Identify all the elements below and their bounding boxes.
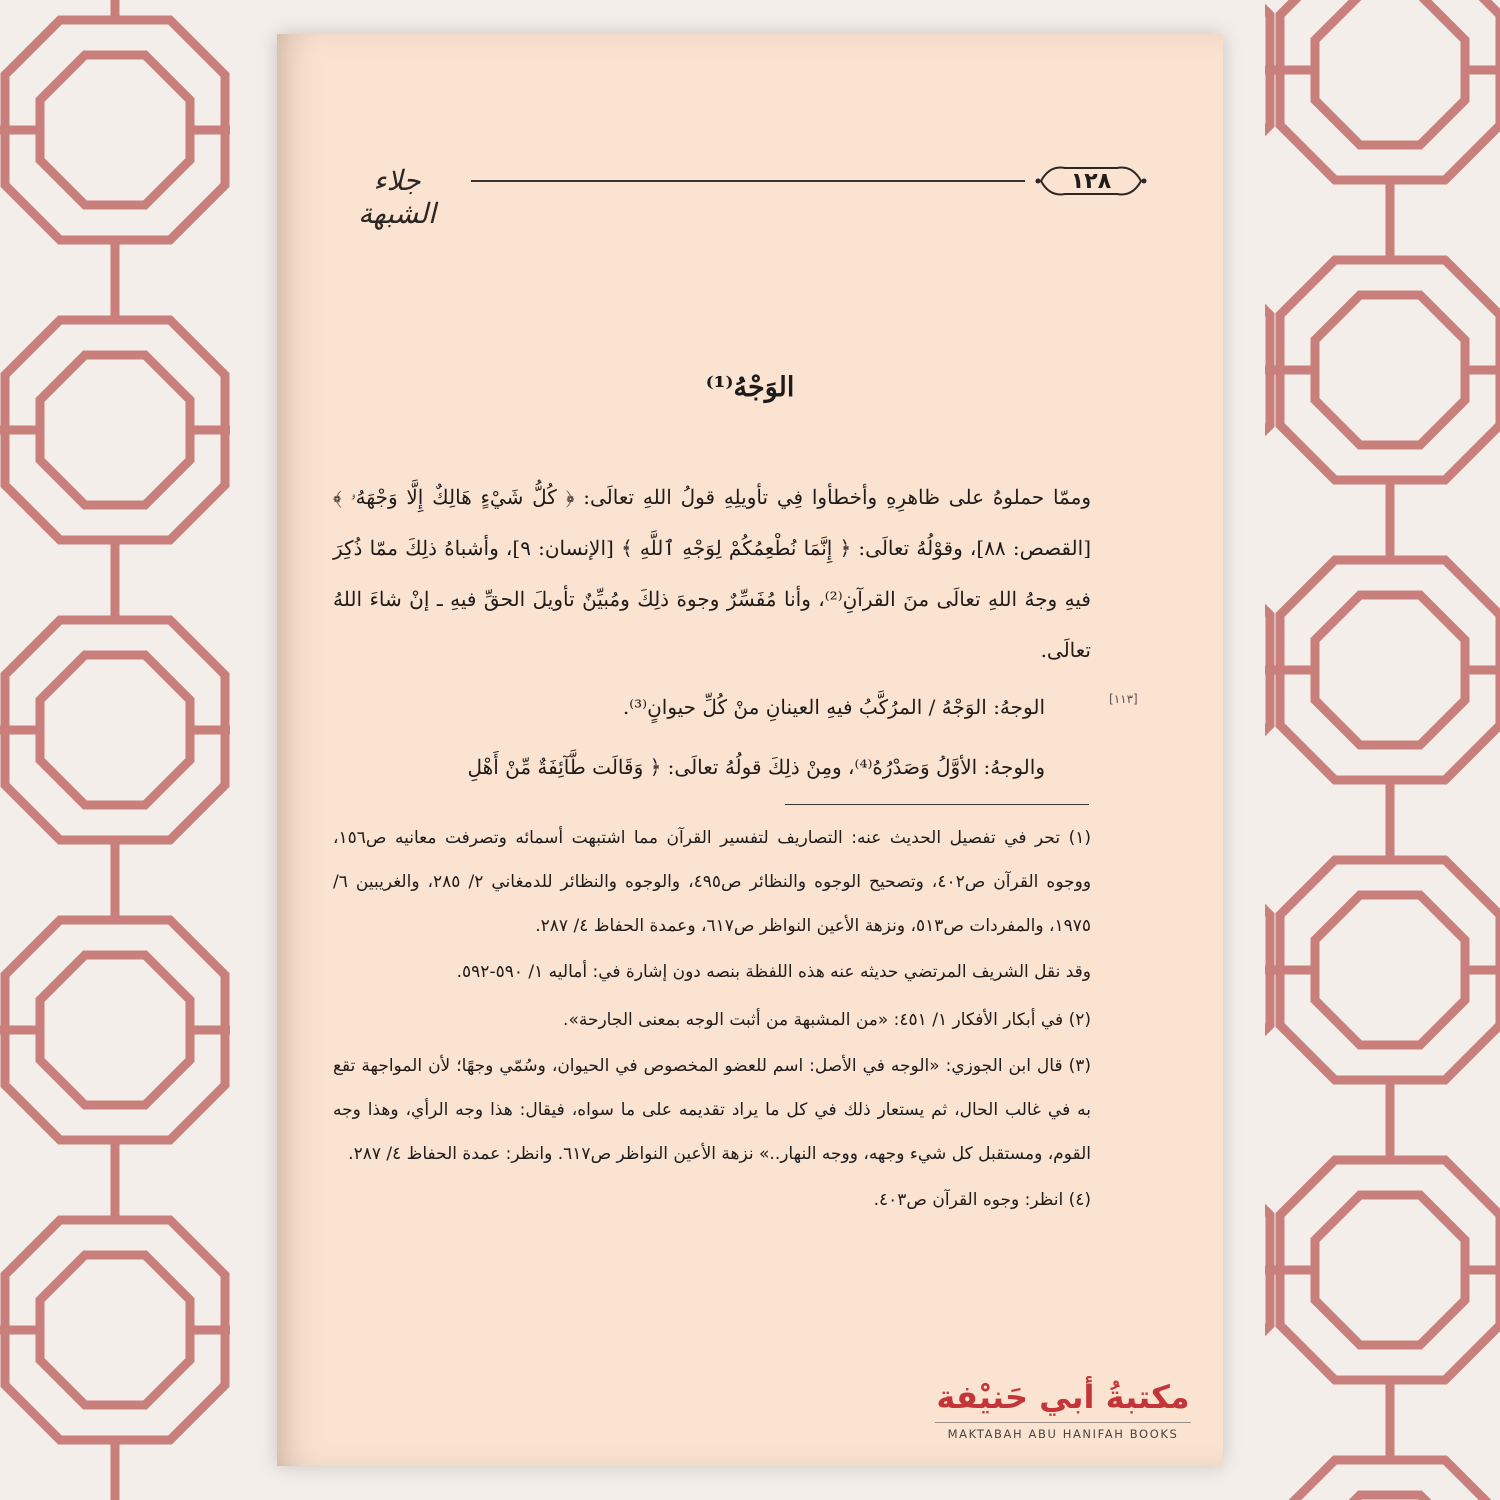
logo-arabic: مكتبةُ أبي حَنيْفة bbox=[936, 1378, 1190, 1416]
margin-reference: [١١٣] bbox=[1109, 692, 1138, 706]
page-number: ١٢٨ bbox=[1070, 168, 1112, 194]
footnote-separator bbox=[785, 804, 1089, 805]
footnote: (١) تحر في تفصيل الحديث عنه: التصاريف لتفسير القرآن مما اشتبهت أسمائه وتصرفت معانيه ص١٥٦، ووجوه القرآن ص٤٠٢، وتصحيح الوجوه والنظائر ص٤٩٥، والوجوه والنظائر للدمغاني ٢/ ٢٨٥، والغريبين ٦/ ١٩٧٥، والمفردات ص٥١٣، ونزهة الأعين النواظر ص٦١٧، وعمدة الحفاظ ٤/ ٢٨٧. bbox=[333, 828, 1092, 936]
publisher-logo bbox=[935, 1378, 1191, 1441]
running-title: جلاء الشبهة bbox=[358, 164, 436, 230]
definition-line: والوجهُ: الأوَّلُ وَصَدْرُهُ⁽⁴⁾، ومِنْ ذلِكَ قولُهُ تعالَى: ﴿ وَقَالَت طَّآئِفَةٌ مِّنْ أَهْلِ bbox=[467, 755, 1045, 779]
logo-divider bbox=[935, 1422, 1191, 1423]
page-header bbox=[329, 162, 1147, 230]
definition-line: الوجهُ: الوَجْهُ / المرُكَّبُ فيهِ العينانِ منْ كُلِّ حيوانٍ⁽³⁾. bbox=[622, 695, 1045, 719]
show-through-text: ⠀ bbox=[1141, 225, 1155, 246]
page-number-ornament bbox=[1035, 162, 1147, 200]
section-title: الوَجْهُ⁽¹⁾ bbox=[705, 372, 795, 403]
footnote: (٣) قال ابن الجوزي: «الوجه في الأصل: اسم للعضو المخصوص في الحيوان، وسُمّي وجهًا؛ لأن المواجهة تقع به في غالب الحال، ثم يستعار ذلك في كل ما يراد تقديمه على ما سواه، فيقال: هذا وجه الرأي، وهذا وجه القوم، ومستقبل كل شيء وجهه، ووجه النهار..» نزهة الأعين النواظر ص٦١٧. وانظر: عمدة الحفاظ ٤/ ٢٨٧. bbox=[333, 1056, 1091, 1164]
footnote: (٢) في أبكار الأفكار ١/ ٤٥١: «من المشبهة من أثبت الوجه بمعنى الجارحة». bbox=[563, 1010, 1091, 1030]
geometric-pattern-left bbox=[0, 0, 230, 1500]
header-rule bbox=[471, 180, 1025, 182]
footnote: (٤) انظر: وجوه القرآن ص٤٠٣. bbox=[873, 1190, 1091, 1210]
footnotes bbox=[333, 816, 1091, 1224]
body-paragraph: وممّا حملوهُ على ظاهرِهِ وأخطأوا فِي تأويلِهِ قولُ اللهِ تعالَى: ﴿ كُلُّ شَيْءٍ هَالِكٌ إِلَّا وَجْهَهُۥ ﴾ [القصص: ٨٨]، وقوْلُهُ تعالَى: ﴿ إِنَّمَا نُطْعِمُكُمْ لِوَجْهِ ٱللَّهِ ﴾ [الإنسان: ٩]، وأشباهُ ذلِكَ ممّا ذُكِرَ فيهِ وجهُ اللهِ تعالَى منَ القرآنِ⁽²⁾، وأنا مُفَسِّرٌ وجوهَ ذلِكَ ومُبيِّنٌ تأويلَ الحقِّ فيهِ ـ إنْ شاءَ اللهُ تعالَى. bbox=[333, 485, 1091, 662]
footnote-continuation: وقد نقل الشريف المرتضي حديثه عنه هذه اللفظة بنصه دون إشارة في: أماليه ١/ ٥٩٠-٥٩٢. bbox=[456, 962, 1091, 982]
geometric-pattern-right bbox=[1265, 0, 1500, 1500]
book-page bbox=[277, 34, 1223, 1466]
logo-english: MAKTABAH ABU HANIFAH BOOKS bbox=[947, 1427, 1179, 1441]
